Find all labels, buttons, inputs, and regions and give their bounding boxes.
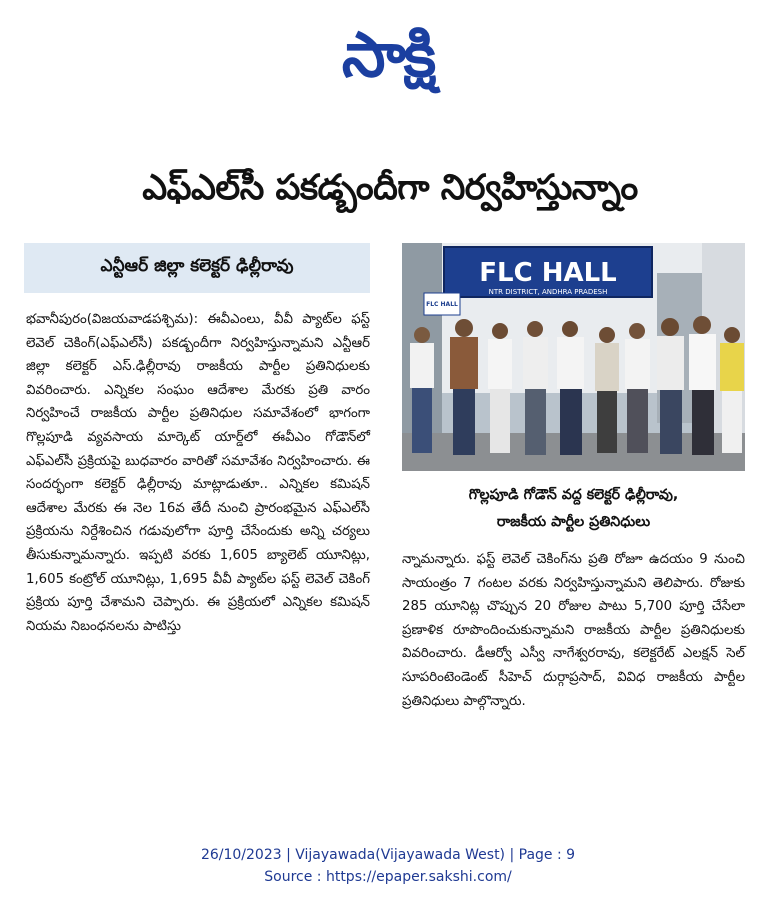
photo-caption — [402, 482, 745, 536]
footer-source: Source : https://epaper.sakshi.com/ — [264, 869, 512, 885]
subheadline-box — [24, 243, 370, 293]
logo-text: సాక్షి — [341, 18, 435, 91]
photo-sign-subtext: NTR DISTRICT, ANDHRA PRADESH — [488, 288, 608, 296]
article-subheadline: ఎన్టీఆర్ జిల్లా కలెక్టర్ ఢిల్లీరావు — [100, 256, 294, 276]
article-photo — [402, 243, 745, 471]
photo-poster-text: FLC HALL — [426, 301, 458, 308]
article-body-right: న్నామన్నారు. ఫస్ట్ లెవెల్ చెకింగ్‌ను ప్రతి రోజూ ఉదయం 9 నుంచి సాయంత్రం 7 గంటల వరకు నిర్వహిస్తున్నామని తెలిపారు. రోజుకు 285 యూనిట్ల చొప్పున 20 రోజుల పాటు 5,700 పూర్తి చేసేలా ప్రణాళిక రూపొందించుకున్నామని రాజకీయ పార్టీల ప్రతినిధులకు వివరించారు. డీఆర్వో ఎస్వీ నాగేశ్వరరావు, కలెక్టరేట్ ఎలక్షన్ సెల్ సూపరింటెండెంట్ సీహెచ్ దుర్గాప్రసాద్, వివిధ రాజకీయ పార్టీల ప్రతినిధులు పాల్గొన్నారు. — [402, 552, 745, 709]
caption-line-2: రాజకీయ పార్టీల ప్రతినిధులు — [496, 514, 651, 530]
footer-date-edition: 26/10/2023 | Vijayawada(Vijayawada West) | Page : 9 — [200, 847, 576, 863]
photo-illustration — [402, 243, 745, 471]
page-footer — [0, 844, 776, 888]
article-body-left: భవానీపురం(విజయవాడపశ్చిమ): ఈవీఎంలు, వీవీ ప్యాట్‌ల ఫస్ట్ లెవెల్ చెకింగ్(ఎఫ్‌ఎల్‌సీ) పకడ్బందీగా నిర్వహిస్తున్నామని ఎన్టీఆర్ జిల్లా కలెక్టర్ ఎస్.ఢిల్లీరావు రాజకీయ పార్టీల ప్రతినిధులకు వివరించారు. ఎన్నికల సంఘం ఆదేశాల మేరకు ప్రతి వారం నిర్వహించే రాజకీయ పార్టీల ప్రతినిధుల సమావేశంలో భాగంగా గొల్లపూడి వ్యవసాయ మార్కెట్ యార్డ్‌లో ఈవీఎం గోడౌన్‌లో ఎఫ్‌ఎల్‌సీ ప్రక్రియపై బుధవారం వారితో సమావేశం నిర్వహించారు. ఈ సందర్భంగా కలెక్టర్ ఢిల్లీరావు మాట్లాడుతూ.. ఎన్నికల కమిషన్ ఆదేశాల మేరకు ఈ నెల 16వ తేదీ నుంచి ప్రారంభమైన ఎఫ్‌ఎల్‌సీ ప్రక్రియను నిర్దేశించిన గడువులోగా పూర్తి చేసేందుకు అన్ని చర్యలు తీసుకున్నామన్నారు. ఇప్పటి వరకు 1,605 బ్యాలెట్ యూనిట్లు, 1,605 కంట్రోల్ యూనిట్లు, 1,695 వీవీ ప్యాట్‌ల ఫస్ట్ లెవెల్ చెకింగ్ ప్రక్రియ పూర్తి చేశామని చెప్పారు. ఈ ప్రక్రియలో ఎన్నికల కమిషన్ నియమ నిబంధనలను పాటిస్తు — [26, 312, 370, 634]
photo-sign-text: FLC HALL — [479, 258, 617, 288]
caption-line-1: గొల్లపూడి గోడౌన్ వద్ద కలెక్టర్ ఢిల్లీరావు, — [468, 487, 679, 503]
sakshi-logo — [260, 10, 516, 100]
article-headline: ఎఫ్‌ఎల్‌సీ పకడ్బందీగా నిర్వహిస్తున్నాం — [142, 168, 638, 208]
